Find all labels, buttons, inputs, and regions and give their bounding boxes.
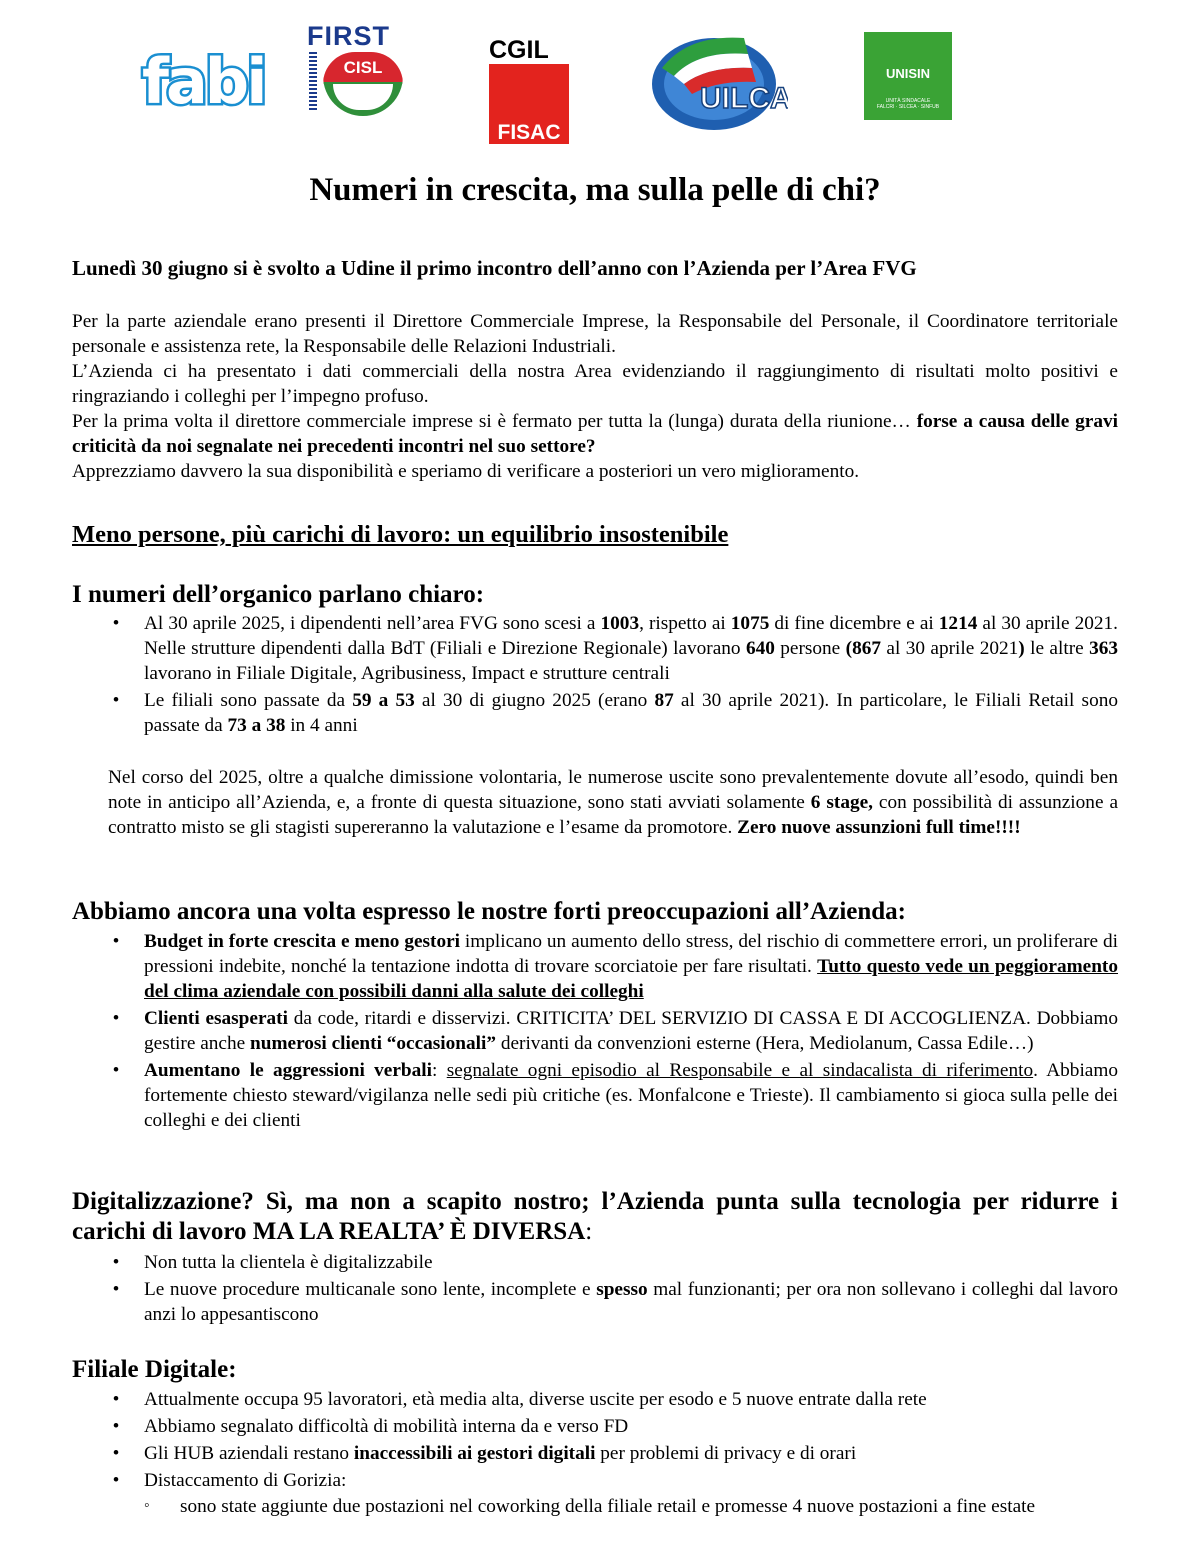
digital-branch-list — [112, 1387, 1118, 1495]
cgil-red-block — [489, 64, 569, 124]
first-logo-text: FIRST — [307, 21, 390, 51]
list-item: • Gli HUB aziendali restano inaccessibili ai gestori digitali per problemi di privacy e di orari — [112, 1443, 857, 1464]
unisin-logo — [864, 32, 952, 120]
uilca-emblem — [648, 28, 788, 134]
list-item: ◦ sono state aggiunte due postazioni nel coworking della filiale retail e promesse 4 nuove postazioni a fine estate — [144, 1496, 1036, 1517]
cgil-logo-text: CGIL — [489, 36, 549, 64]
uilca-logo-text: UILCA — [700, 82, 788, 115]
list-item: • Distaccamento di Gorizia: — [112, 1470, 347, 1491]
concerns-list — [112, 929, 1118, 1135]
heading-digital-branch: Filiale Digitale: — [72, 1356, 237, 1383]
digitalization-list — [112, 1250, 1118, 1329]
section-title-staffing: Meno persone, più carichi di lavoro: un equilibrio insostenibile — [72, 521, 729, 548]
unisin-logo-text: UNISIN — [885, 66, 931, 81]
list-item: • Abbiamo segnalato difficoltà di mobilità interna da e verso FD — [112, 1416, 629, 1437]
uilca-logo — [648, 28, 788, 134]
list-item: • Non tutta la clientela è digitalizzabile — [112, 1252, 433, 1273]
intro-paragraph-4: Apprezziamo davvero la sua disponibilità e speriamo di verificare a posteriori un vero miglioramento. — [72, 461, 860, 482]
list-item: • Aumentano le aggressioni verbali: segnalate ogni episodio al Responsabile e al sindacalista di riferimento. Abbiamo fortemente chiesto steward/vigilanza nelle sedi più critiche (es. Monfalcone e Trieste). Il cambiamento si gioca sulla pelle dei colleghi e dei clienti — [112, 1060, 1118, 1131]
first-cisl-logo — [307, 21, 403, 112]
list-item: • Budget in forte crescita e meno gestori implicano un aumento dello stress, del rischio di commettere errori, un proliferare di pressioni indebite, nonché la tentazione indotta di trovare scorciatoie per fare risultati. Tutto questo vede un peggioramento del clima aziendale con possibili danni alla salute dei colleghi — [112, 931, 1118, 1002]
list-item: • Le nuove procedure multicanale sono lente, incomplete e spesso mal funzionanti; per ora non sollevano i colleghi dal lavoro anzi lo appesantiscono — [112, 1279, 1118, 1325]
list-item: • Clienti esasperati da code, ritardi e disservizi. CRITICITA’ DEL SERVIZIO DI CASSA E DI ACCOGLIENZA. Dobbiamo gestire anche numerosi clienti “occasionali” derivanti da convenzioni esterne (Hera, Mediolanum, Cassa Edile…) — [112, 1008, 1118, 1054]
logos-row — [0, 20, 1190, 144]
gorizia-sublist — [144, 1494, 1118, 1519]
fisac-logo-text: FISAC — [489, 122, 569, 144]
heading-digitalization: Digitalizzazione? Sì, ma non a scapito nostro; l’Azienda punta sulla tecnologia per ridurre i carichi di lavoro MA LA REALTA’ È DIVERSA: — [72, 1188, 1118, 1245]
meeting-subheading: Lunedì 30 giugno si è svolto a Udine il primo incontro dell’anno con l’Azienda per l’Area FVG — [72, 256, 917, 280]
intro-paragraph-2: L’Azienda ci ha presentato i dati commerciali della nostra Area evidenziando il raggiungimento di risultati molto positivi e ringraziando i colleghi per l’impegno profuso. — [72, 361, 1118, 407]
first-logo-bars — [309, 52, 317, 110]
cisl-logo-text: CISL — [343, 58, 383, 77]
intro-paragraph-1: Per la parte aziendale erano presenti il Direttore Commerciale Imprese, la Responsabile del Personale, il Coordinatore territoriale personale e assistenza rete, la Responsabile delle Relazioni Industriali. — [72, 311, 1118, 357]
list-item: • Attualmente occupa 95 lavoratori, età media alta, diverse uscite per esodo e 5 nuove entrate dalla rete — [112, 1389, 927, 1410]
staff-paragraph: Nel corso del 2025, oltre a qualche dimissione volontaria, le numerose uscite sono prevalentemente dovute all’esodo, quindi ben note in anticipo all’Azienda, e, a fronte di questa situazione, sono stati avviati solamente 6 stage, con possibilità di assunzione a contratto misto se gli stagisti supereranno la valutazione e l’esame da promotore. Zero nuove assunzioni full time!!!! — [108, 767, 1119, 838]
cisl-badge — [323, 52, 403, 116]
intro-paragraph-3: Per la prima volta il direttore commerciale imprese si è fermato per tutta la (lunga) durata della riunione… forse a causa delle gravi criticità da noi segnalate nei precedenti incontri nel suo settore? — [72, 411, 1118, 457]
list-item: • Le filiali sono passate da 59 a 53 al 30 di giugno 2025 (erano 87 al 30 aprile 2021). In particolare, le Filiali Retail sono passate da 73 a 38 in 4 anni — [112, 690, 1118, 736]
document-title: Numeri in crescita, ma sulla pelle di chi? — [309, 172, 881, 208]
cgil-fisac-logo — [489, 38, 569, 142]
fabi-logo — [142, 42, 265, 132]
heading-concerns: Abbiamo ancora una volta espresso le nostre forti preoccupazioni all’Azienda: — [72, 898, 906, 925]
fabi-logo-text: fabi — [142, 45, 265, 118]
staff-numbers-list — [112, 611, 1119, 740]
unisin-logo-subtitle: UNITÀ SINDACALE FALCRI · SILCEA · SINFUB — [876, 98, 940, 110]
heading-staff-numbers: I numeri dell’organico parlano chiaro: — [72, 581, 485, 608]
list-item: • Al 30 aprile 2025, i dipendenti nell’area FVG sono scesi a 1003, rispetto ai 1075 di fine dicembre e ai 1214 al 30 aprile 2021. Nelle strutture dipendenti dalla BdT (Filiali e Direzione Regionale) lavorano 640 persone (867 al 30 aprile 2021) le altre 363 lavorano in Filiale Digitale, Agribusiness, Impact e strutture centrali — [112, 613, 1119, 684]
